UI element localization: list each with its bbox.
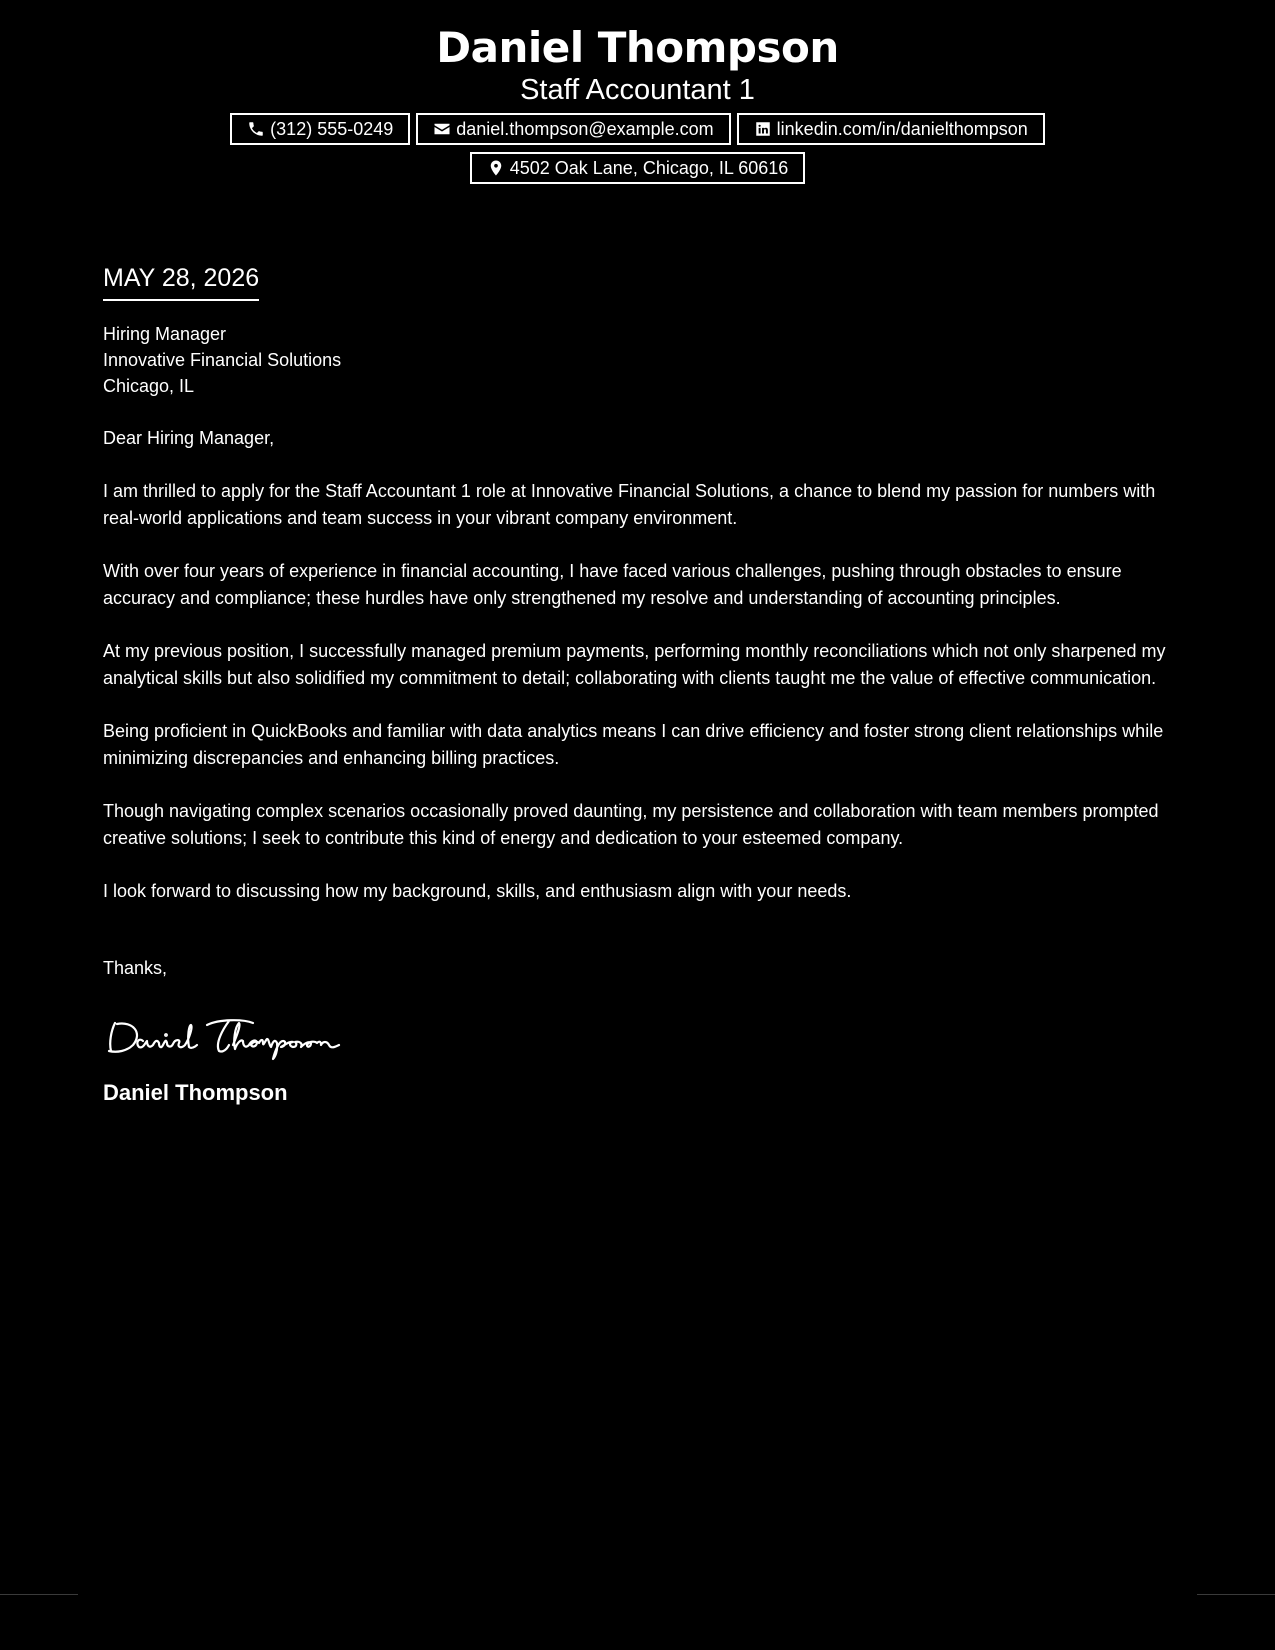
email-contact[interactable] xyxy=(416,113,730,145)
envelope-icon xyxy=(433,120,451,138)
address-text: 4502 Oak Lane, Chicago, IL 60616 xyxy=(509,157,789,178)
linkedin-contact[interactable] xyxy=(737,113,1045,145)
letter-date: MAY 28, 2026 xyxy=(103,262,259,301)
address-row xyxy=(0,152,1275,184)
paragraph-4: Being proficient in QuickBooks and familiar with data analytics means I can drive efficiency and foster strong client relationships while minimizing discrepancies and enhancing billing practices. xyxy=(103,721,1164,768)
recipient-line: Hiring Manager xyxy=(103,324,227,344)
recipient-company: Innovative Financial Solutions xyxy=(103,350,342,370)
recipient-location: Chicago, IL xyxy=(103,376,195,396)
closing: Thanks, xyxy=(103,957,168,978)
handwritten-signature xyxy=(103,1011,363,1061)
paragraph-3: At my previous position, I successfully managed premium payments, performing monthly reconciliations which not only sharpened my analytical skills but also solidified my commitment to detail; collaborating with clients taught me the value of effective communication. xyxy=(103,641,1166,688)
salutation: Dear Hiring Manager, xyxy=(103,428,275,448)
email-text: daniel.thompson@example.com xyxy=(456,118,714,139)
map-marker-icon xyxy=(487,159,505,177)
recipient-block xyxy=(103,321,1178,399)
paragraph-6: I look forward to discussing how my background, skills, and enthusiasm align with your needs. xyxy=(103,881,852,901)
linkedin-text: linkedin.com/in/danielthompson xyxy=(776,118,1028,139)
phone-contact[interactable] xyxy=(230,113,410,145)
signature-drawing xyxy=(103,1011,363,1061)
phone-text: (312) 555-0249 xyxy=(270,118,394,139)
contact-row xyxy=(0,113,1275,145)
paragraph-5: Though navigating complex scenarios occasionally proved daunting, my persistence and collaboration with team members prompted creative solutions; I seek to contribute this kind of energy and dedication to your esteemed company. xyxy=(103,801,1159,848)
address-contact xyxy=(470,152,806,184)
paragraph-1: I am thrilled to apply for the Staff Accountant 1 role at Innovative Financial Solutions, a chance to blend my passion for numbers with real-world applications and team success in your vibrant company environment. xyxy=(103,481,1156,528)
footer-divider-left xyxy=(0,1594,78,1595)
job-title: Staff Accountant 1 xyxy=(520,74,755,106)
phone-icon xyxy=(247,120,265,138)
signer-name: Daniel Thompson xyxy=(103,1079,288,1105)
letter-header xyxy=(0,0,1275,184)
footer-divider-right xyxy=(1197,1594,1275,1595)
linkedin-icon xyxy=(754,120,772,138)
letter-body xyxy=(103,262,1178,1107)
paragraph-2: With over four years of experience in financial accounting, I have faced various challenges, pushing through obstacles to ensure accuracy and compliance; these hurdles have only strengthened my resolve and understanding of accounting principles. xyxy=(103,561,1122,608)
applicant-name: Daniel Thompson xyxy=(436,23,839,72)
